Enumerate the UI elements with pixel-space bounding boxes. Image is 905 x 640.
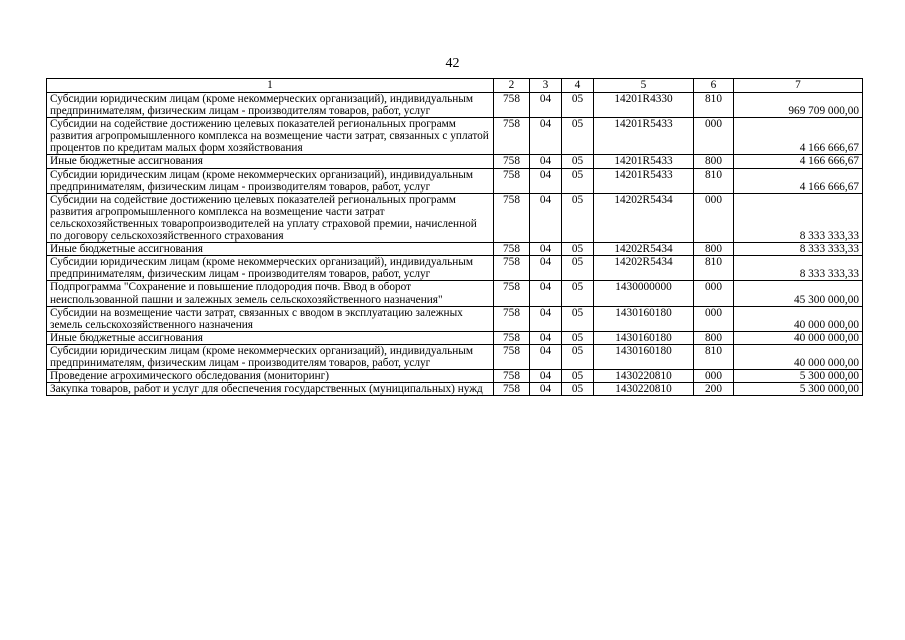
row-col-6: 800 [694, 243, 734, 256]
row-col-3: 04 [530, 243, 562, 256]
row-name: Подпрограмма "Сохранение и повышение плодородия почв. Ввод в оборот неиспользованной пашни и залежных земель сельскохозяйственного назначения" [47, 281, 494, 306]
row-col-2: 758 [494, 93, 530, 118]
row-col-5: 14201R4330 [594, 93, 694, 118]
row-name: Проведение агрохимического обследования (мониторинг) [47, 370, 494, 383]
row-col-5: 14202R5434 [594, 193, 694, 242]
table-row [47, 93, 863, 118]
table-row [47, 243, 863, 256]
row-col-6: 000 [694, 370, 734, 383]
row-col-4: 05 [562, 306, 594, 331]
row-col-3: 04 [530, 370, 562, 383]
column-header-1: 1 [47, 79, 494, 93]
table-row [47, 168, 863, 193]
row-col-6: 000 [694, 118, 734, 155]
row-col-2: 758 [494, 155, 530, 168]
row-amount: 4 166 666,67 [734, 155, 863, 168]
column-header-6: 6 [694, 79, 734, 93]
row-col-3: 04 [530, 193, 562, 242]
row-col-3: 04 [530, 331, 562, 344]
row-name: Субсидии на возмещение части затрат, связанных с вводом в эксплуатацию залежных земель сельскохозяйственного назначения [47, 306, 494, 331]
row-col-4: 05 [562, 370, 594, 383]
row-col-4: 05 [562, 344, 594, 369]
row-amount: 45 300 000,00 [734, 281, 863, 306]
row-name: Субсидии юридическим лицам (кроме некоммерческих организаций), индивидуальным предпринимателям, физическим лицам - производителям товаров, работ, услуг [47, 344, 494, 369]
row-col-2: 758 [494, 281, 530, 306]
row-col-6: 810 [694, 256, 734, 281]
table-row [47, 344, 863, 369]
budget-table [46, 78, 863, 396]
row-name: Субсидии юридическим лицам (кроме некоммерческих организаций), индивидуальным предпринимателям, физическим лицам - производителям товаров, работ, услуг [47, 93, 494, 118]
row-col-4: 05 [562, 168, 594, 193]
row-amount: 40 000 000,00 [734, 331, 863, 344]
row-col-3: 04 [530, 344, 562, 369]
page-number: 42 [445, 56, 460, 71]
row-col-5: 14201R5433 [594, 168, 694, 193]
row-col-4: 05 [562, 281, 594, 306]
row-col-2: 758 [494, 118, 530, 155]
row-col-2: 758 [494, 370, 530, 383]
row-col-3: 04 [530, 168, 562, 193]
row-name: Закупка товаров, работ и услуг для обеспечения государственных (муниципальных) нужд [47, 383, 494, 396]
table-row [47, 331, 863, 344]
row-amount: 40 000 000,00 [734, 306, 863, 331]
row-col-3: 04 [530, 256, 562, 281]
row-col-4: 05 [562, 155, 594, 168]
row-amount: 4 166 666,67 [734, 118, 863, 155]
row-col-2: 758 [494, 331, 530, 344]
table-row [47, 383, 863, 396]
row-col-4: 05 [562, 331, 594, 344]
row-name: Иные бюджетные ассигнования [47, 155, 494, 168]
row-name: Субсидии юридическим лицам (кроме некоммерческих организаций), индивидуальным предпринимателям, физическим лицам - производителям товаров, работ, услуг [47, 168, 494, 193]
column-header-7: 7 [734, 79, 863, 93]
row-amount: 8 333 333,33 [734, 193, 863, 242]
row-col-6: 810 [694, 168, 734, 193]
column-header-2: 2 [494, 79, 530, 93]
table-row [47, 256, 863, 281]
row-amount: 5 300 000,00 [734, 370, 863, 383]
row-col-5: 14202R5434 [594, 256, 694, 281]
row-col-5: 1430160180 [594, 306, 694, 331]
column-header-5: 5 [594, 79, 694, 93]
row-col-5: 14202R5434 [594, 243, 694, 256]
row-col-2: 758 [494, 243, 530, 256]
row-col-6: 200 [694, 383, 734, 396]
row-col-6: 800 [694, 331, 734, 344]
row-col-2: 758 [494, 344, 530, 369]
row-col-2: 758 [494, 193, 530, 242]
row-name: Иные бюджетные ассигнования [47, 331, 494, 344]
row-name: Субсидии на содействие достижению целевых показателей региональных программ развития агропромышленного комплекса на возмещение части затрат, связанных с уплатой процентов по кредитам малых форм хозяйствования [47, 118, 494, 155]
row-amount: 5 300 000,00 [734, 383, 863, 396]
column-header-4: 4 [562, 79, 594, 93]
row-name: Иные бюджетные ассигнования [47, 243, 494, 256]
row-col-6: 000 [694, 306, 734, 331]
row-col-6: 810 [694, 344, 734, 369]
row-col-2: 758 [494, 256, 530, 281]
header-row [47, 79, 863, 93]
row-col-3: 04 [530, 281, 562, 306]
table-row [47, 370, 863, 383]
row-amount: 8 333 333,33 [734, 243, 863, 256]
row-amount: 40 000 000,00 [734, 344, 863, 369]
row-col-6: 810 [694, 93, 734, 118]
row-col-5: 1430160180 [594, 331, 694, 344]
row-name: Субсидии на содействие достижению целевых показателей региональных программ развития агропромышленного комплекса на возмещение части затрат сельскохозяйственных товаропроизводителей на уплату страховой премии, начисленной по договору сельскохозяйственного страхования [47, 193, 494, 242]
row-amount: 969 709 000,00 [734, 93, 863, 118]
row-col-3: 04 [530, 383, 562, 396]
row-col-4: 05 [562, 93, 594, 118]
row-col-5: 1430160180 [594, 344, 694, 369]
row-col-5: 14201R5433 [594, 118, 694, 155]
row-col-4: 05 [562, 193, 594, 242]
row-col-6: 000 [694, 193, 734, 242]
row-col-6: 000 [694, 281, 734, 306]
row-col-5: 1430000000 [594, 281, 694, 306]
table-row [47, 306, 863, 331]
row-name: Субсидии юридическим лицам (кроме некоммерческих организаций), индивидуальным предпринимателям, физическим лицам - производителям товаров, работ, услуг [47, 256, 494, 281]
row-col-2: 758 [494, 306, 530, 331]
row-col-4: 05 [562, 383, 594, 396]
row-col-3: 04 [530, 93, 562, 118]
row-col-4: 05 [562, 118, 594, 155]
row-col-6: 800 [694, 155, 734, 168]
column-header-3: 3 [530, 79, 562, 93]
table-row [47, 155, 863, 168]
table-row [47, 281, 863, 306]
table-row [47, 193, 863, 242]
table-row [47, 118, 863, 155]
row-col-5: 1430220810 [594, 370, 694, 383]
row-col-2: 758 [494, 168, 530, 193]
row-col-3: 04 [530, 155, 562, 168]
row-col-4: 05 [562, 256, 594, 281]
row-amount: 8 333 333,33 [734, 256, 863, 281]
row-amount: 4 166 666,67 [734, 168, 863, 193]
row-col-5: 14201R5433 [594, 155, 694, 168]
row-col-4: 05 [562, 243, 594, 256]
row-col-3: 04 [530, 306, 562, 331]
row-col-2: 758 [494, 383, 530, 396]
row-col-3: 04 [530, 118, 562, 155]
row-col-5: 1430220810 [594, 383, 694, 396]
